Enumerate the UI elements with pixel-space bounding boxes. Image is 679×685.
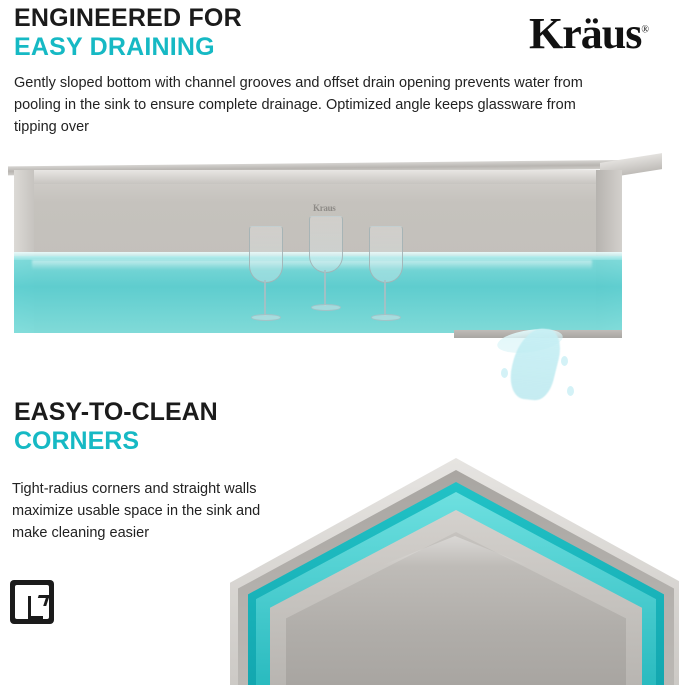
corner-radius-icon [10, 580, 54, 624]
badge-corner-accent [35, 595, 50, 606]
water-droplet [567, 386, 574, 396]
brand-logo [529, 8, 649, 59]
sink-illustration [0, 150, 679, 370]
section2-description: Tight-radius corners and straight walls maximize usable space in the sink and make cleaning easier [12, 481, 261, 541]
wine-glass-icon [242, 226, 288, 326]
wine-glass-icon [362, 226, 408, 326]
glass-stem [384, 280, 386, 316]
glass-bowl [309, 216, 343, 273]
header-title [14, 4, 242, 62]
registered-trademark-icon: ® [641, 24, 649, 36]
header-description: Gently sloped bottom with channel grooves and offset drain opening prevents water from pooling in the sink to ensure complete drainage. Optimized angle keeps glassware from tipping over [14, 75, 583, 135]
glass-stem [324, 270, 326, 306]
section2-title-line2: CORNERS [14, 427, 140, 455]
header-title-line1: ENGINEERED FOR [14, 4, 242, 32]
glass-bowl [369, 226, 403, 283]
glass-foot [251, 314, 281, 321]
section2-title-line1: EASY-TO-CLEAN [14, 398, 218, 426]
badge-inner [15, 585, 49, 619]
sink-basin [14, 170, 622, 333]
glass-foot [311, 304, 341, 311]
glass-stem [264, 280, 266, 316]
water-droplet [501, 368, 508, 378]
glass-bowl [249, 226, 283, 283]
header-title-line2: EASY DRAINING [14, 33, 215, 61]
header-section [0, 0, 679, 150]
water-droplet [561, 356, 568, 366]
draining-water-stream [497, 328, 589, 404]
sink-logo-stamp: Kraus [313, 203, 336, 213]
section2-title [14, 398, 218, 456]
glass-foot [371, 314, 401, 321]
sink-corner-illustration [230, 440, 679, 685]
brand-logo-text: Kräus [529, 9, 642, 58]
wine-glass-icon [302, 216, 348, 316]
basin-top-edge [14, 170, 622, 184]
